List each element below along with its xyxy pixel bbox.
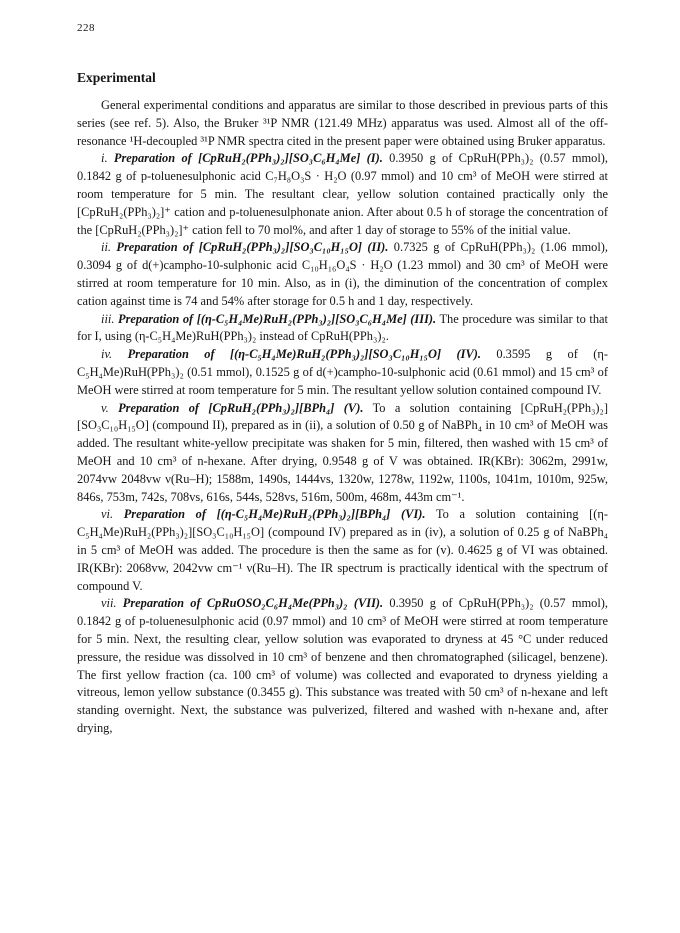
procedure-body: 0.7325 g of CpRuH(PPh₃)₂ (1.06 mmol), 0.3094 g of d(+)campho-10-sulphonic acid C₁₀H₁₆O₄S · H₂O (1.23 mmol) and 30 cm³ of MeOH were stirred at room temperature for 10 min. Also, as in (i), the diminution of the concentration of complex cation against time is 74 and 54% after storage for 0.5 h and 1 day, respectively. bbox=[77, 240, 608, 308]
procedure-label: vi. bbox=[101, 507, 114, 522]
procedure-paragraph-vii bbox=[77, 595, 608, 737]
procedure-paragraph-iii bbox=[77, 311, 608, 347]
procedure-body: 0.3950 g of CpRuH(PPh₃)₂ (0.57 mmol), 0.1842 g of p-toluenesulphonic acid (0.97 mmol) and 10 cm³ of MeOH were stirred at room temperature for 5 min. Next, the resulting clear, yellow solution was evaporated to dryness at 45 °C under reduced pressure, the residue was dissolved in 10 cm³ of benzene and then chromatographed (silicagel, benzene). The first yellow fraction (ca. 100 cm³ of volume) was collected and evaporated to dryness yielding a vitreous, lemon yellow substance (0.3455 g). This substance was treated with 50 cm³ of n-hexane and left standing overnight. Next, the substance was pulverized, filtered and washed with n-hexane and, after drying, bbox=[77, 596, 609, 735]
body-text bbox=[77, 97, 608, 738]
procedure-body: 0.3595 g of (η-C₅H₄Me)RuH(PPh₃)₂ (0.51 mmol), 0.1525 g of d(+)campho-10-sulphonic acid (0.61 mmol) and 15 cm³ of MeOH were stirred at room temperature for 5 min. The resultant yellow solution contained compound IV. bbox=[77, 347, 608, 397]
procedure-title: Preparation of [CpRuH₂(PPh₃)₂][BPh₄] (V). bbox=[118, 400, 364, 415]
page-number: 228 bbox=[77, 22, 95, 34]
procedure-title: Preparation of [CpRuH₂(PPh₃)₂][SO₃C₁₀H₁₅O] (II). bbox=[116, 240, 389, 255]
procedure-label: v. bbox=[101, 400, 109, 415]
procedure-paragraph-i bbox=[77, 150, 608, 239]
procedure-label: vii. bbox=[101, 596, 117, 611]
procedure-label: i. bbox=[101, 151, 108, 166]
procedure-title: Preparation of [(η-C₅H₄Me)RuH₂(PPh₃)₂][BPh₄] (VI). bbox=[123, 507, 426, 522]
procedure-label: ii. bbox=[101, 240, 111, 255]
intro-paragraph: General experimental conditions and apparatus are similar to those described in previous parts of this series (see ref. 5). Also, the Bruker ³¹P NMR (121.49 MHz) apparatus was used. Almost all of the off-resonance ¹H-decoupled ³¹P NMR spectra cited in the present paper were obtained using Bruker apparatus. bbox=[77, 98, 608, 148]
procedure-paragraph-ii bbox=[77, 239, 608, 310]
procedure-label: iii. bbox=[101, 311, 115, 326]
procedure-body: To a solution containing [(η-C₅H₄Me)RuH₂(PPh₃)₂][SO₃C₁₀H₁₅O] (compound IV) prepared as in (iv), a solution of 0.25 g of NaBPh₄ in 5 cm³ of MeOH was added. The procedure is then the same as for (v). 0.4625 g of VI was obtained. IR(KBr): 2068vw, 2042vw cm⁻¹ ν(Ru–H). The IR spectrum is practically identical with the spectrum of compound V. bbox=[77, 507, 609, 593]
procedure-body: To a solution containing [CpRuH₂(PPh₃)₂][SO₃C₁₀H₁₅O] (compound II), prepared as in (ii), a solution of 0.50 g of NaBPh₄ in 10 cm³ of MeOH was added. The resultant white-yellow precipitate was shaken for 5 min, filtered, then washed with 15 cm³ of MeOH and 10 cm³ of n-hexane. After drying, 0.9548 g of V was obtained. IR(KBr): 3062m, 2991w, 2074vw 2048vw ν(Ru–H); 1588m, 1490s, 1444vs, 1320w, 1278w, 1192w, 1100s, 1041m, 1010m, 925w, 846s, 753m, 742s, 708vs, 616s, 544s, 528vs, 516m, 500m, 468m, 443m cm⁻¹. bbox=[77, 400, 608, 504]
procedure-paragraph-vi bbox=[77, 506, 608, 595]
procedure-paragraph-iv bbox=[77, 346, 608, 399]
procedure-title: Preparation of [(η-C₅H₄Me)RuH₂(PPh₃)₂][SO₃C₆H₄Me] (III). bbox=[118, 311, 437, 326]
procedure-label: iv. bbox=[101, 347, 113, 362]
procedure-paragraph-v bbox=[77, 400, 608, 507]
procedure-title: Preparation of [(η-C₅H₄Me)RuH₂(PPh₃)₂][SO₃C₁₀H₁₅O] (IV). bbox=[127, 347, 481, 362]
procedure-title: Preparation of [CpRuH₂(PPh₃)₂][SO₃C₆H₄Me] (I). bbox=[113, 151, 383, 166]
procedure-body: 0.3950 g of CpRuH(PPh₃)₂ (0.57 mmol), 0.1842 g of p-toluenesulphonic acid C₇H₈O₃S · H₂O (0.97 mmol) and 10 cm³ of MeOH were stirred at room temperature for 5 min. The resultant clear, yellow solution contained practically only the [CpRuH₂(PPh₃)₂]⁺ cation and p-toluenesulphonate anion. After about 0.5 h of storage the concentration of the [CpRuH₂(PPh₃)₂]⁺ cation fell to 70 mol%, and after 1 day of storage to 55% of the initial value. bbox=[77, 151, 608, 237]
procedure-body: The procedure was similar to that for I, using (η-C₅H₄Me)RuH(PPh₃)₂ instead of CpRuH(PPh₃)₂. bbox=[77, 311, 608, 344]
procedure-title: Preparation of CpRuOSO₂C₆H₄Me(PPh₃)₂ (VII). bbox=[122, 596, 384, 611]
section-heading: Experimental bbox=[77, 70, 156, 85]
